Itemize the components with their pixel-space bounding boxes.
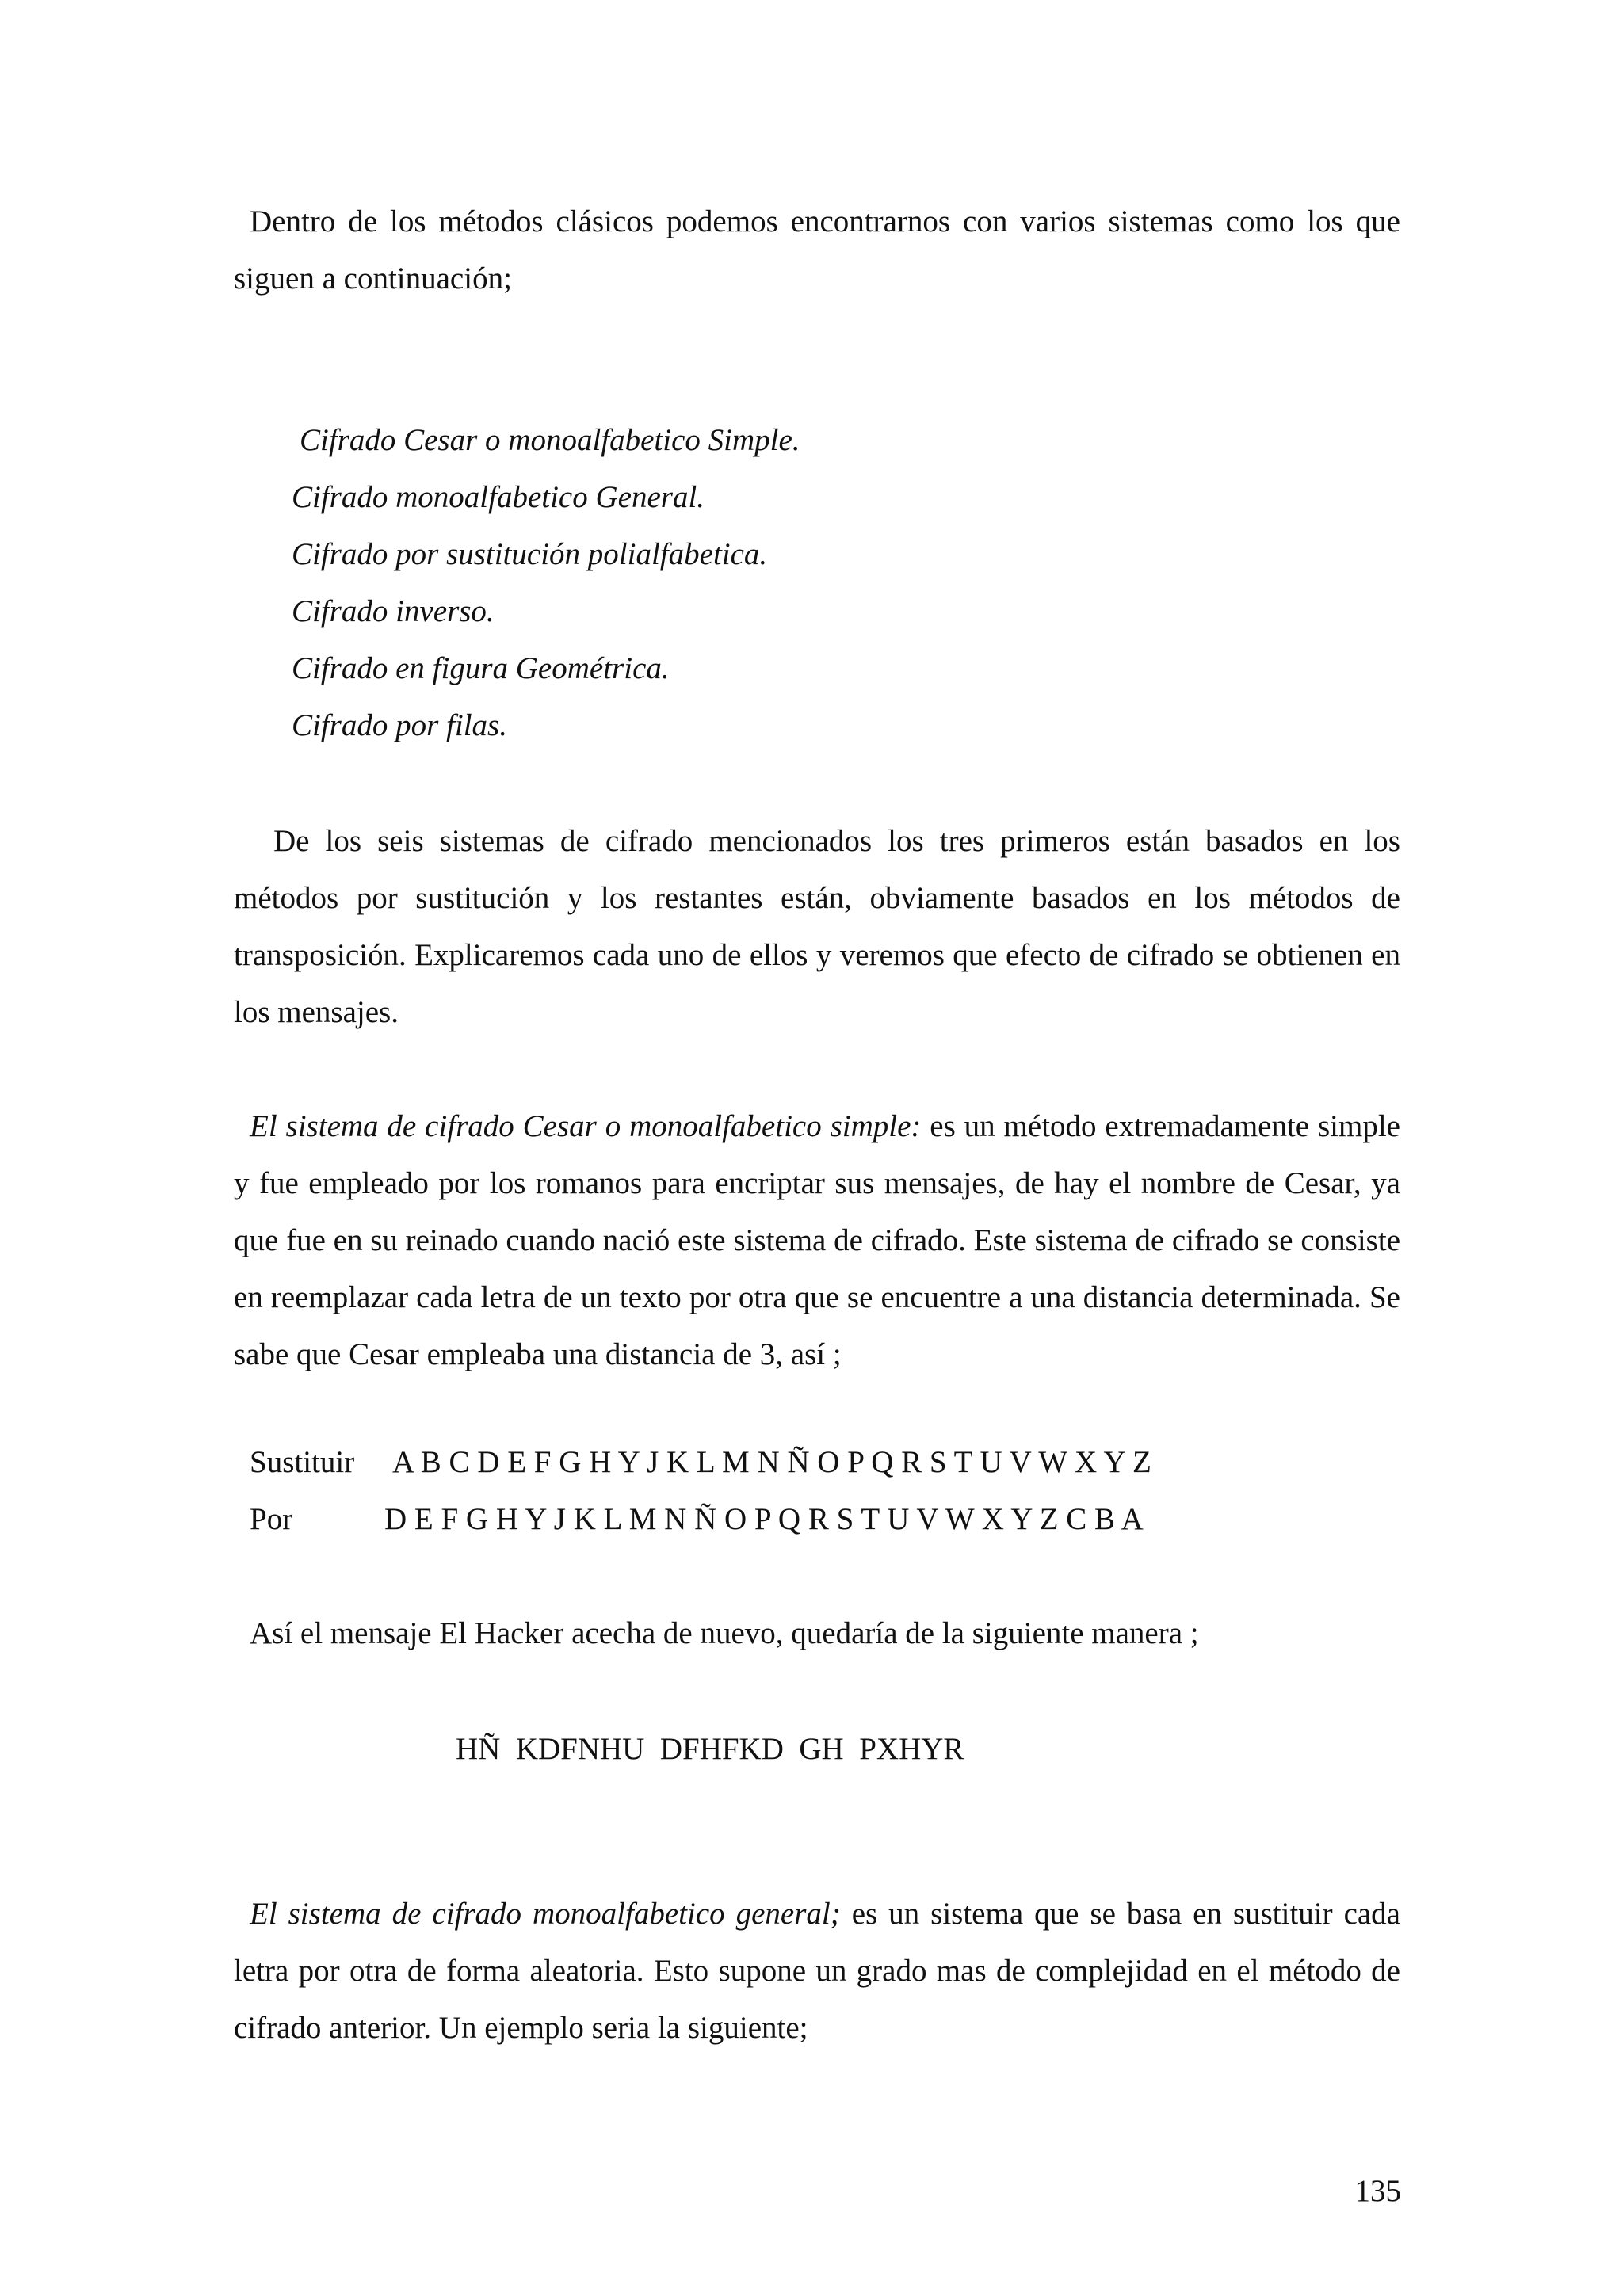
substitution-row-target (250, 1491, 1151, 1548)
substitution-label: Por (250, 1502, 293, 1536)
cesar-lead: El sistema de cifrado Cesar o monoalfabetico simple: (250, 1109, 922, 1143)
intro-text: Dentro de los métodos clásicos podemos encontrarnos con varios sistemas como los que siguen a continuación; (234, 204, 1400, 296)
general-text: es un sistema que se basa en sustituir cada letra por otra de forma aleatoria. Esto supone un grado mas de complejidad en el método de cifrado anterior. Un ejemplo seria la siguiente; (234, 1897, 1400, 2045)
method-item: Cifrado por sustitución polialfabetica. (292, 537, 768, 571)
substitution-label: Sustituir (250, 1445, 355, 1479)
cipher-text: HÑ KDFNHU DFHFKD GH PXHYR (456, 1732, 964, 1766)
summary-text: De los seis sistemas de cifrado mencionados los tres primeros están basados en los métodos por sustitución y los restantes están, obviamente basados en los métodos de transposición. Explicaremos cada uno de ellos y veremos que efecto de cifrado se obtienen en los mensajes. (234, 824, 1400, 1029)
methods-list (292, 412, 800, 754)
method-item: Cifrado por filas. (292, 708, 507, 742)
cesar-paragraph (234, 1098, 1400, 1383)
substitution-row-source (250, 1434, 1151, 1491)
method-item: Cifrado en figura Geométrica. (292, 651, 670, 685)
general-lead: El sistema de cifrado monoalfabetico general; (250, 1897, 841, 1931)
cesar-text: es un método extremadamente simple y fue empleado por los romanos para encriptar sus mensajes, de hay el nombre de Cesar, ya que fue en su reinado cuando nació este sistema de cifrado. Este sistema de cifrado se consiste en reemplazar cada letra de un texto por otra que se encuentre a una distancia determinada. Se sabe que Cesar empleaba una distancia de 3, así ; (234, 1109, 1400, 1371)
substitution-letters: D E F G H Y J K L M N Ñ O P Q R S T U V W X Y Z C B A (384, 1502, 1144, 1536)
method-item: Cifrado Cesar o monoalfabetico Simple. (300, 423, 800, 457)
substitution-table (250, 1434, 1151, 1548)
example-sentence: Así el mensaje El Hacker acecha de nuevo, quedaría de la siguiente manera ; (250, 1616, 1199, 1650)
method-item: Cifrado monoalfabetico General. (292, 480, 705, 514)
intro-paragraph (234, 193, 1400, 307)
page-number: 135 (1354, 2174, 1401, 2208)
substitution-letters: A B C D E F G H Y J K L M N Ñ O P Q R S T U V W X Y Z (392, 1445, 1151, 1479)
summary-paragraph (234, 813, 1400, 1041)
method-item: Cifrado inverso. (292, 594, 495, 628)
general-paragraph (234, 1886, 1400, 2057)
